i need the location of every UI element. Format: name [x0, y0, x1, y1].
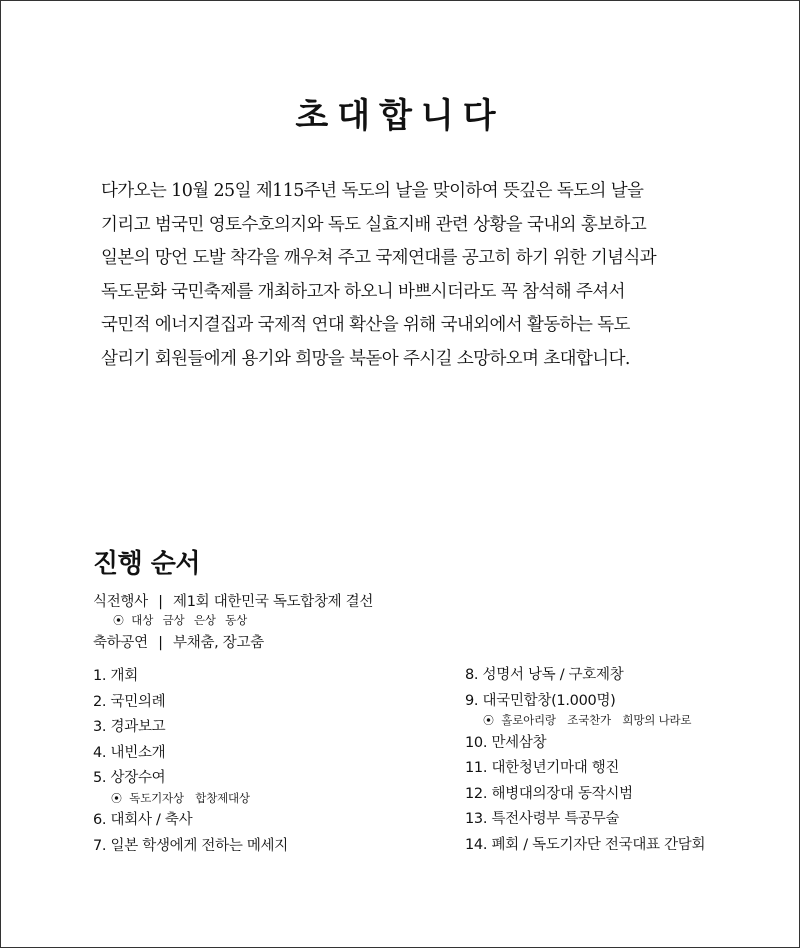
bullet-icon: ⦿ — [111, 791, 122, 805]
schedule-left-column — [93, 664, 288, 859]
separator: | — [158, 594, 163, 610]
schedule-item: 12. 해병대의장대 동작시범 — [465, 785, 633, 802]
schedule-item: 14. 폐회 / 독도기자단 전국대표 간담회 — [465, 836, 706, 853]
invitation-line: 국민적 에너지결집과 국제적 연대 확산을 위해 국내외에서 활동하는 독도 — [101, 315, 630, 335]
schedule-item-label: 9. 대국민합창(1.000명) — [465, 692, 616, 709]
awards-line — [113, 612, 253, 628]
schedule-item: 10. 만세삼창 — [465, 734, 547, 751]
pre-event-label: 식전행사 — [93, 594, 148, 610]
invitation-line: 기리고 범국민 영토수호의지와 독도 실효지배 관련 상황을 국내외 홍보하고 — [101, 214, 647, 235]
program-heading: 진행 순서 — [93, 549, 201, 579]
celebration-line — [93, 631, 264, 652]
invitation-line: 다가오는 10월 25일 제115주년 독도의 날을 맞이하여 뜻깊은 독도의 날을 — [101, 181, 644, 201]
invitation-line: 살리기 회원들에게 용기와 희망을 북돋아 주시길 소망하오며 초대합니다. — [101, 348, 630, 369]
sub-item: 희망의 나라로 — [622, 713, 692, 727]
separator: | — [158, 635, 163, 651]
sub-item: 조국찬가 — [567, 713, 611, 727]
schedule-item: 8. 성명서 낭독 / 구호제창 — [465, 667, 624, 683]
schedule-right-column — [465, 663, 705, 858]
schedule-item — [93, 766, 288, 808]
sub-item: 홀로아리랑 — [501, 713, 556, 727]
schedule-item: 7. 일본 학생에게 전하는 메세지 — [93, 837, 288, 854]
celebration-text: 부채춤, 장고춤 — [173, 635, 264, 651]
bullet-icon: ⦿ — [483, 714, 494, 727]
award-item: 은상 — [193, 613, 216, 627]
celebration-label: 축하공연 — [93, 635, 148, 651]
award-item: 대상 — [131, 613, 154, 627]
pre-event-text: 제1회 대한민국 독도합창제 결선 — [173, 594, 374, 610]
schedule-item-label: 5. 상장수여 — [93, 770, 166, 786]
schedule-item: 4. 내빈소개 — [93, 744, 166, 761]
invitation-text — [101, 175, 721, 376]
award-item: 동상 — [225, 613, 247, 627]
invitation-line: 일본의 망언 도발 착각을 깨우쳐 주고 국제연대를 공고히 하기 위한 기념식과 — [101, 248, 657, 268]
schedule-sub-list — [465, 714, 705, 727]
schedule-sub-list — [93, 792, 288, 805]
bullet-icon: ⦿ — [113, 614, 124, 627]
schedule-item: 11. 대한청년기마대 행진 — [465, 760, 620, 776]
pre-event-line — [93, 590, 373, 611]
sub-item: 독도기자상 — [129, 790, 184, 805]
page-title: 초대합니다 — [295, 96, 505, 136]
schedule-item: 1. 개회 — [93, 668, 138, 684]
schedule-item: 6. 대회사 / 축사 — [93, 812, 193, 828]
schedule-item: 13. 특전사령부 특공무술 — [465, 811, 620, 827]
sub-item: 합창제대상 — [195, 790, 250, 805]
invitation-line: 독도문화 국민축제를 개최하고자 하오니 바쁘시더라도 꼭 참석해 주셔서 — [101, 281, 625, 302]
award-item: 금상 — [162, 613, 185, 627]
schedule-item: 2. 국민의례 — [93, 693, 166, 710]
schedule-item: 3. 경과보고 — [93, 719, 166, 735]
schedule-item — [465, 689, 705, 731]
